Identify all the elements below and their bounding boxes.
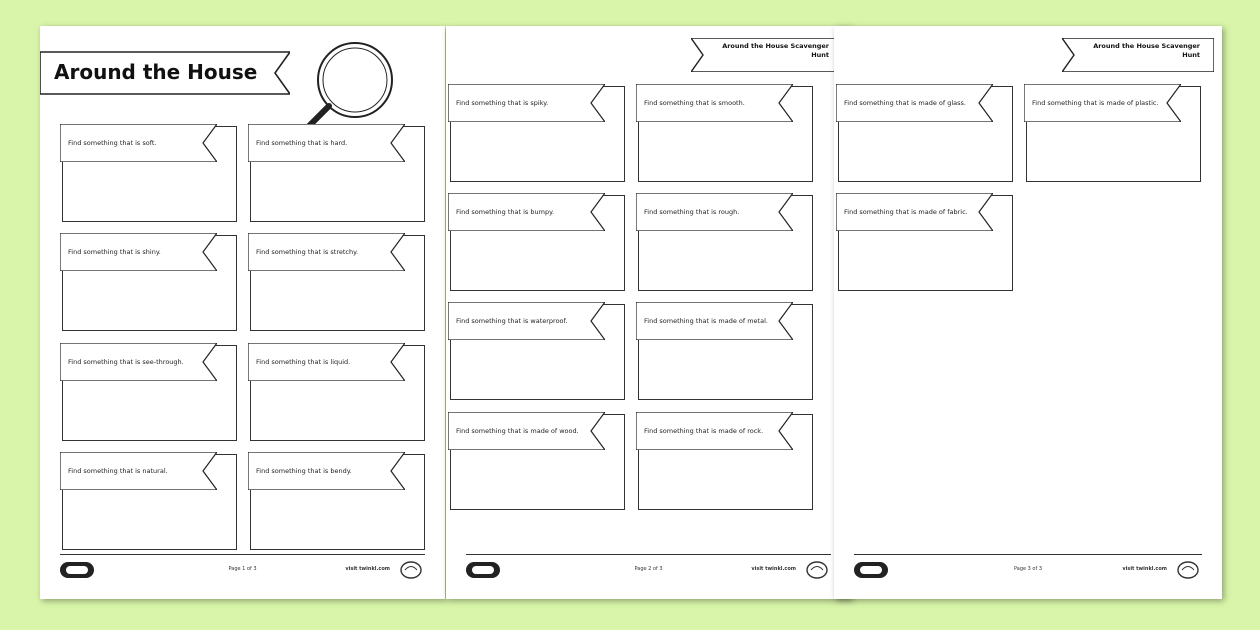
card-hard (248, 124, 425, 222)
card-prompt: Find something that is made of fabric. (844, 208, 968, 216)
footer-page-number: Page 1 of 3 (228, 566, 257, 572)
card-shiny (60, 233, 237, 331)
magnifying-glass-icon (280, 36, 400, 136)
card-bendy (248, 452, 425, 550)
card-rough (636, 193, 813, 291)
card-stretchy (248, 233, 425, 331)
card-bumpy (448, 193, 625, 291)
planit-badge-icon (399, 560, 423, 580)
card-prompt: Find something that is stretchy. (256, 248, 359, 256)
footer-url: visit twinkl.com (751, 566, 796, 572)
worksheet-page-1 (40, 26, 445, 599)
worksheet-page-3 (834, 26, 1222, 599)
footer-url: visit twinkl.com (345, 566, 390, 572)
card-natural (60, 452, 237, 550)
card-prompt: Find something that is waterproof. (456, 317, 568, 325)
card-metal (636, 302, 813, 400)
planit-badge-icon (1176, 560, 1200, 580)
footer-page-number: Page 3 of 3 (1013, 566, 1043, 572)
footer-divider (466, 554, 831, 555)
card-prompt: Find something that is hard. (256, 139, 348, 147)
card-prompt: Find something that is bendy. (256, 467, 352, 475)
card-plastic (1024, 84, 1201, 182)
page-header: Around the House Scavenger Hunt (1093, 42, 1200, 59)
card-waterproof (448, 302, 625, 400)
card-prompt: Find something that is natural. (68, 467, 168, 475)
card-liquid (248, 343, 425, 441)
card-rock (636, 412, 813, 510)
card-prompt: Find something that is made of plastic. (1032, 99, 1159, 107)
page-title: Around the House (54, 60, 258, 84)
page-header: Around the House Scavenger Hunt (722, 42, 829, 59)
planit-badge-icon (805, 560, 829, 580)
card-prompt: Find something that is smooth. (644, 99, 745, 107)
worksheet-page-2 (446, 26, 851, 599)
card-prompt: Find something that is rough. (644, 208, 740, 216)
card-smooth (636, 84, 813, 182)
footer-divider (854, 554, 1202, 555)
card-prompt: Find something that is shiny. (68, 248, 161, 256)
card-prompt: Find something that is made of wood. (456, 427, 579, 435)
card-prompt: Find something that is made of metal. (644, 317, 768, 325)
card-see-through (60, 343, 237, 441)
card-prompt: Find something that is soft. (68, 139, 157, 147)
card-prompt: Find something that is spiky. (456, 99, 549, 107)
card-glass (836, 84, 1013, 182)
card-prompt: Find something that is made of glass. (844, 99, 966, 107)
footer-page-number: Page 2 of 3 (634, 566, 663, 572)
card-prompt: Find something that is liquid. (256, 358, 351, 366)
card-fabric (836, 193, 1013, 291)
card-prompt: Find something that is bumpy. (456, 208, 555, 216)
card-spiky (448, 84, 625, 182)
footer-divider (60, 554, 425, 555)
card-prompt: Find something that is see-through. (68, 358, 184, 366)
card-wood (448, 412, 625, 510)
card-soft (60, 124, 237, 222)
card-prompt: Find something that is made of rock. (644, 427, 764, 435)
footer-url: visit twinkl.com (1122, 566, 1167, 572)
